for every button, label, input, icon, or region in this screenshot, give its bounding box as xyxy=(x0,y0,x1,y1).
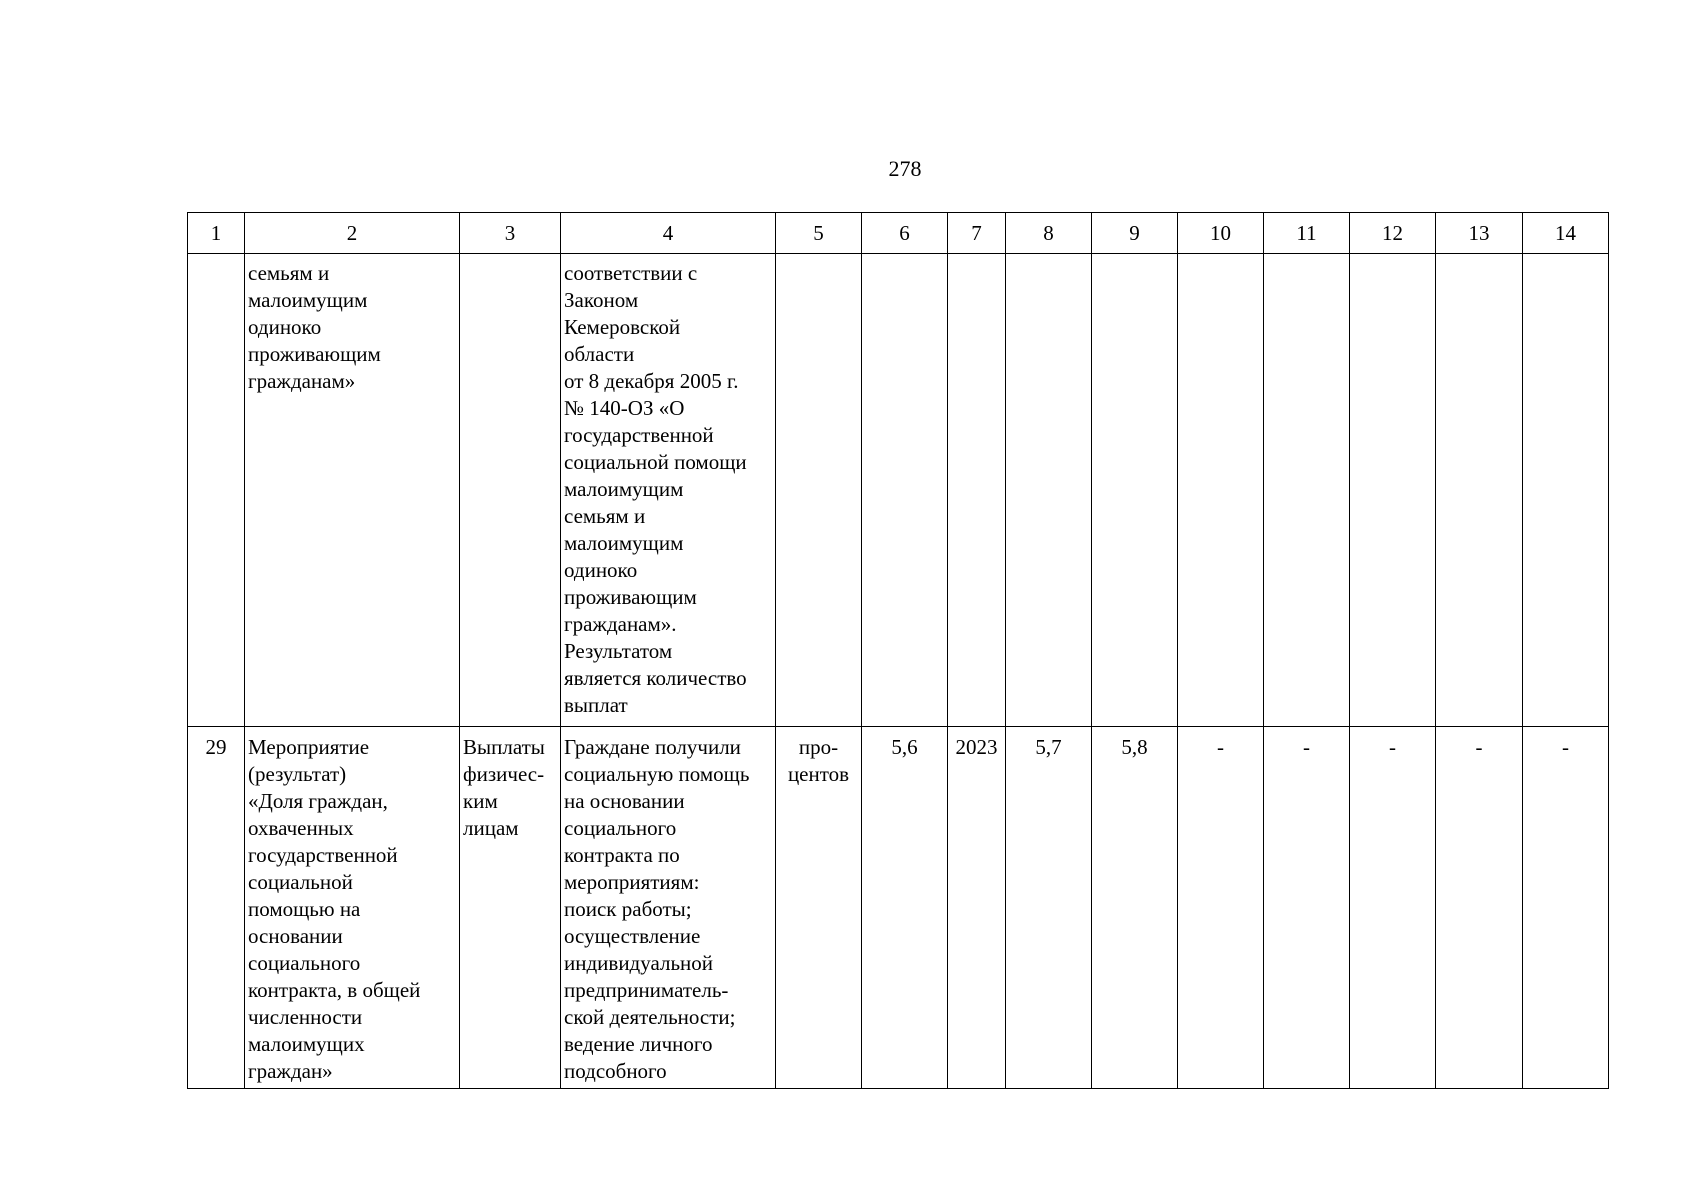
table-cell-value: 5,7 xyxy=(1006,727,1092,1089)
table-cell-value xyxy=(1523,254,1609,727)
table-cell-type: Выплаты физичес- ким лицам xyxy=(460,727,561,1089)
table-cell-year xyxy=(948,254,1006,727)
table-cell-number xyxy=(188,254,245,727)
table-cell-value: - xyxy=(1523,727,1609,1089)
table-cell-value: - xyxy=(1264,727,1350,1089)
table-cell-value xyxy=(1006,254,1092,727)
table-cell-value xyxy=(1264,254,1350,727)
table-row xyxy=(188,254,1609,727)
table-cell-value xyxy=(1436,254,1523,727)
table-cell-value xyxy=(1092,254,1178,727)
column-header: 1 xyxy=(188,213,245,254)
table-row xyxy=(188,727,1609,1089)
column-header: 5 xyxy=(776,213,862,254)
table-cell-description: Граждане получили социальную помощь на основании социального контракта по мероприятиям: поиск работы; осуществление индивидуальной предприниматель- ской деятельности; ведение личного подсобного xyxy=(561,727,776,1089)
table-cell-description: соответствии с Законом Кемеровской области от 8 декабря 2005 г. № 140-ОЗ «О государственной социальной помощи малоимущим семьям и малоимущим одиноко проживающим гражданам». Результатом является количество выплат xyxy=(561,254,776,727)
column-header: 12 xyxy=(1350,213,1436,254)
table-cell-type xyxy=(460,254,561,727)
column-header: 13 xyxy=(1436,213,1523,254)
table-cell-unit xyxy=(776,254,862,727)
table-cell-name: Мероприятие (результат) «Доля граждан, охваченных государственной социальной помощью на основании социального контракта, в общей численности малоимущих граждан» xyxy=(245,727,460,1089)
column-header: 8 xyxy=(1006,213,1092,254)
column-header: 10 xyxy=(1178,213,1264,254)
page-number: 278 xyxy=(888,156,922,181)
column-header: 7 xyxy=(948,213,1006,254)
table-cell-name: семьям и малоимущим одиноко проживающим гражданам» xyxy=(245,254,460,727)
indicator-table xyxy=(187,212,1609,1089)
table-header-row xyxy=(188,213,1609,254)
table-cell-value xyxy=(862,254,948,727)
table-cell-value: 5,8 xyxy=(1092,727,1178,1089)
column-header: 6 xyxy=(862,213,948,254)
table-cell-value: 5,6 xyxy=(862,727,948,1089)
column-header: 4 xyxy=(561,213,776,254)
table-cell-unit: про- центов xyxy=(776,727,862,1089)
column-header: 14 xyxy=(1523,213,1609,254)
column-header: 9 xyxy=(1092,213,1178,254)
table-cell-number: 29 xyxy=(188,727,245,1089)
table-cell-value xyxy=(1350,254,1436,727)
column-header: 2 xyxy=(245,213,460,254)
column-header: 3 xyxy=(460,213,561,254)
column-header: 11 xyxy=(1264,213,1350,254)
table-cell-value xyxy=(1178,254,1264,727)
table-cell-year: 2023 xyxy=(948,727,1006,1089)
table-cell-value: - xyxy=(1436,727,1523,1089)
table-cell-value: - xyxy=(1178,727,1264,1089)
table-cell-value: - xyxy=(1350,727,1436,1089)
